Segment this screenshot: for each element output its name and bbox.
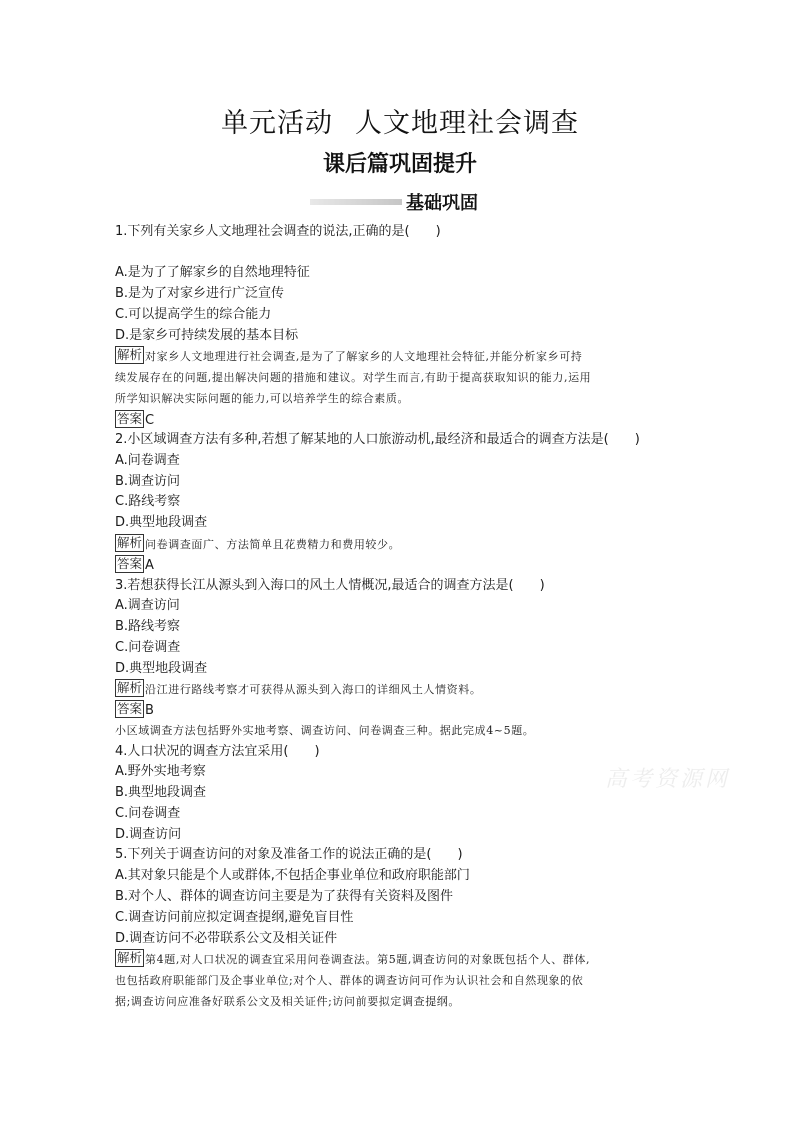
q2-answer-value: A xyxy=(145,558,154,573)
q3-answer-value: B xyxy=(145,703,154,718)
answer-tag: 答案 xyxy=(117,701,143,716)
q1-analysis-line1: 对家乡人文地理进行社会调查,是为了了解家乡的人文地理社会特征,并能分析家乡可持 xyxy=(145,350,583,363)
q4-option-c: C.问卷调查 xyxy=(115,806,181,821)
q2-option-a: A.问卷调查 xyxy=(115,453,180,468)
watermark: 高考资源网 xyxy=(605,767,731,792)
q1-analysis-line3: 所学知识解决实际问题的能力,可以培养学生的综合素质。 xyxy=(115,392,410,405)
q5-option-b: B.对个人、群体的调查访问主要是为了获得有关资料及图件 xyxy=(115,889,454,904)
q2-analysis-line1: 问卷调查面广、方法简单且花费精力和费用较少。 xyxy=(145,538,401,551)
q1-option-d: D.是家乡可持续发展的基本目标 xyxy=(115,328,299,343)
group-intro-text: 小区域调查方法包括野外实地考察、调查访问、问卷调查三种。据此完成4~5题。 xyxy=(115,724,535,737)
q1-answer-value: C xyxy=(145,413,155,428)
section-decor-bar xyxy=(310,199,402,205)
page-title xyxy=(115,101,685,140)
q1-answer xyxy=(115,410,685,431)
q3-answer xyxy=(115,700,685,721)
q5-option-a: A.其对象只能是个人或群体,不包括企事业单位和政府职能部门 xyxy=(115,868,470,883)
answer-tag: 答案 xyxy=(117,411,143,426)
question-3-stem: 3.若想获得长江从源头到入海口的风土人情概况,最适合的调查方法是( ) xyxy=(115,578,545,593)
analysis-tag: 解析 xyxy=(117,950,143,965)
q1-option-a: A.是为了了解家乡的自然地理特征 xyxy=(115,265,310,280)
q2-option-b: B.调查访问 xyxy=(115,474,181,489)
question-1-stem: 1.下列有关家乡人文地理社会调查的说法,正确的是( ) xyxy=(115,224,441,239)
q45-analysis-line3: 据;调查访问应准备好联系公文及相关证件;访问前要拟定调查提纲。 xyxy=(115,995,461,1008)
q5-option-d: D.调查访问不必带联系公文及相关证件 xyxy=(115,931,338,946)
q3-analysis-line1: 沿江进行路线考察才可获得从源头到入海口的详细风土人情资料。 xyxy=(145,683,482,696)
q3-option-b: B.路线考察 xyxy=(115,619,181,634)
q4-option-d: D.调查访问 xyxy=(115,827,182,842)
q3-option-d: D.典型地段调查 xyxy=(115,661,208,676)
question-4-stem: 4.人口状况的调查方法宜采用( ) xyxy=(115,744,320,759)
q1-analysis xyxy=(115,346,685,367)
analysis-tag: 解析 xyxy=(117,347,143,362)
page-subtitle: 课后篇巩固提升 xyxy=(322,151,477,177)
q45-analysis-line1: 第4题,对人口状况的调查宜采用问卷调查法。第5题,调查访问的对象既包括个人、群体, xyxy=(145,953,591,966)
q2-option-d: D.典型地段调查 xyxy=(115,515,208,530)
title-part2: 人文地理社会调查 xyxy=(355,108,579,139)
q2-option-c: C.路线考察 xyxy=(115,494,181,509)
q1-option-b: B.是为了对家乡进行广泛宣传 xyxy=(115,286,285,301)
q45-analysis xyxy=(115,949,685,970)
q3-analysis xyxy=(115,679,685,700)
answer-tag: 答案 xyxy=(117,556,143,571)
q1-option-c: C.可以提高学生的综合能力 xyxy=(115,307,272,322)
question-5-stem: 5.下列关于调查访问的对象及准备工作的说法正确的是( ) xyxy=(115,847,463,862)
section-heading xyxy=(310,189,478,215)
section-label: 基础巩固 xyxy=(406,193,478,214)
question-2-stem: 2.小区域调查方法有多种,若想了解某地的人口旅游动机,最经济和最适合的调查方法是( ) xyxy=(115,432,640,447)
q2-answer xyxy=(115,555,685,576)
q4-option-a: A.野外实地考察 xyxy=(115,764,206,779)
q3-option-c: C.问卷调查 xyxy=(115,640,181,655)
group-intro xyxy=(115,721,685,741)
q3-option-a: A.调查访问 xyxy=(115,598,180,613)
analysis-tag: 解析 xyxy=(117,535,143,550)
q4-option-b: B.典型地段调查 xyxy=(115,785,207,800)
q2-analysis xyxy=(115,534,685,555)
q5-option-c: C.调查访问前应拟定调查提纲,避免盲目性 xyxy=(115,910,354,925)
analysis-tag: 解析 xyxy=(117,680,143,695)
q1-analysis-line2: 续发展存在的问题,提出解决问题的措施和建议。对学生而言,有助于提高获取知识的能力,运用 xyxy=(115,371,592,384)
title-part1: 单元活动 xyxy=(221,108,333,139)
q45-analysis-line2: 也包括政府职能部门及企事业单位;对个人、群体的调查访问可作为认识社会和自然现象的依 xyxy=(115,974,584,987)
